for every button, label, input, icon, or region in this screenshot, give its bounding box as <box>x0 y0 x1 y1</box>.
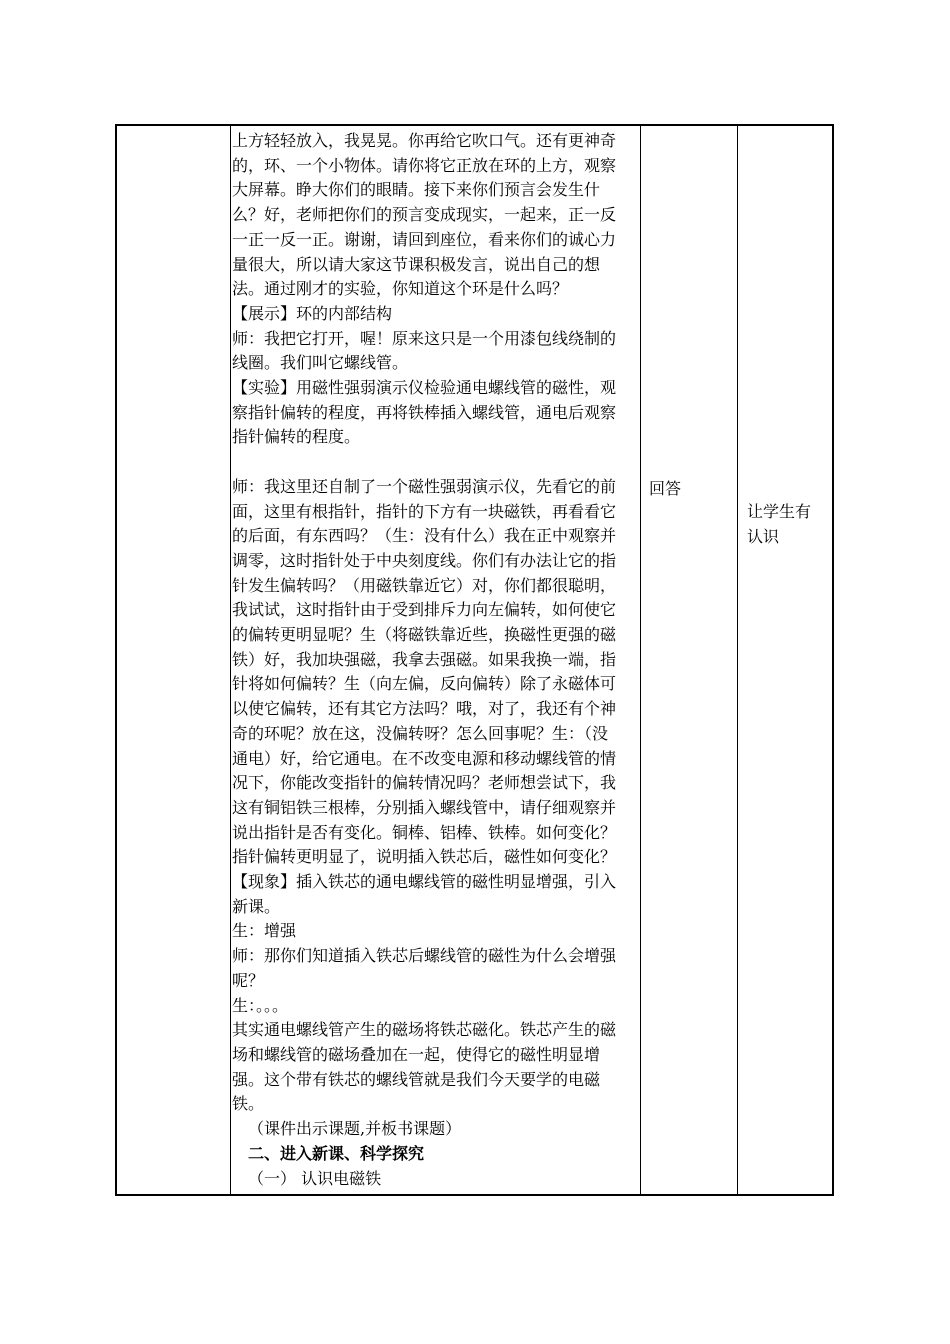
board-note: （课件出示课题,并板书课题） <box>248 1119 462 1139</box>
text-line: 【展示】环的内部结构 <box>232 303 393 323</box>
text-line: 上方轻轻放入，我晃晃。你再给它吹口气。还有更神奇 <box>232 131 617 150</box>
text-line: 量很大，所以请大家这节课积极发言，说出自己的想 <box>232 254 601 274</box>
text-line: 生：增强 <box>232 921 297 941</box>
text-line: 法。通过刚才的实验，你知道这个环是什么吗？ <box>232 279 569 299</box>
text-line: 生：。。。 <box>232 995 289 1015</box>
text-line: 其实通电螺线管产生的磁场将铁芯磁化。铁芯产生的磁 <box>232 1020 617 1040</box>
column-divider <box>640 126 641 1194</box>
text-line: 指针偏转的程度。 <box>232 427 361 447</box>
text-line: 铁）好，我加块强磁，我拿去强磁。如果我换一端，指 <box>232 649 617 669</box>
text-line: 场和螺线管的磁场叠加在一起，使得它的磁性明显增 <box>232 1045 601 1064</box>
text-line: 况下，你能改变指针的偏转情况吗？老师想尝试下，我 <box>232 773 617 793</box>
text-line: 【实验】用磁性强弱演示仪检验通电螺线管的磁性，观 <box>232 378 617 398</box>
text-line: 我试试，这时指针由于受到排斥力向左偏转，如何使它 <box>232 600 617 620</box>
text-line: 师：我这里还自制了一个磁性强弱演示仪，先看它的前 <box>232 476 617 496</box>
text-line: 察指针偏转的程度，再将铁棒插入螺线管，通电后观察 <box>232 402 617 422</box>
text-line: 这有铜铝铁三根棒，分别插入螺线管中，请仔细观察并 <box>232 797 617 817</box>
subsection-heading: （一） 认识电磁铁 <box>248 1168 382 1188</box>
design-intent-cell <box>747 500 827 549</box>
lesson-table <box>115 124 834 1196</box>
teaching-text <box>232 129 638 1117</box>
text-line: 的后面，有东西吗？（生：没有什么）我在正中观察并 <box>232 526 617 546</box>
text-line: 呢？ <box>232 970 265 990</box>
teaching-process-cell <box>232 129 638 1191</box>
text-line: 的，环、一个小物体。请你将它正放在环的上方，观察 <box>232 155 617 175</box>
text-line: 新课。 <box>232 896 281 916</box>
text-line: 铁。 <box>232 1094 265 1114</box>
text-line: 师：那你们知道插入铁芯后螺线管的磁性为什么会增强 <box>232 946 617 966</box>
text-line: 针发生偏转吗？（用磁铁靠近它）对，你们都很聪明， <box>232 575 617 595</box>
text-line: 通电）好，给它通电。在不改变电源和移动螺线管的情 <box>232 748 617 768</box>
text-line: 面，这里有根指针，指针的下方有一块磁铁，再看看它 <box>232 501 617 521</box>
text-line: 以使它偏转，还有其它方法吗？哦，对了，我还有个神 <box>232 699 617 719</box>
text-line: 【现象】插入铁芯的通电螺线管的磁性明显增强，引入 <box>232 872 617 892</box>
text-line: 大屏幕。睁大你们的眼睛。接下来你们预言会发生什 <box>232 180 601 200</box>
column-divider <box>230 126 231 1194</box>
text-line: 线圈。我们叫它螺线管。 <box>232 353 409 373</box>
text-line: 奇的环呢？放在这，没偏转呀？怎么回事呢？生：（没 <box>232 723 609 743</box>
text-line: 强。这个带有铁芯的螺线管就是我们今天要学的电磁 <box>232 1069 601 1089</box>
text-line: 针将如何偏转？生（向左偏，反向偏转）除了永磁体可 <box>232 674 617 694</box>
text-line: 的偏转更明显呢？生（将磁铁靠近些，换磁性更强的磁 <box>232 625 617 645</box>
design-intent-line: 认识 <box>747 526 780 546</box>
text-line: 说出指针是否有变化。铜棒、铝棒、铁棒。如何变化？ <box>232 822 617 842</box>
text-line: 师：我把它打开，喔！原来这只是一个用漆包线绕制的 <box>232 328 617 348</box>
text-line <box>232 450 638 475</box>
text-line: 么？好，老师把你们的预言变成现实，一起来，正一反 <box>232 205 617 225</box>
text-line: 调零，这时指针处于中央刻度线。你们有办法让它的指 <box>232 550 617 570</box>
text-line: 指针偏转更明显了，说明插入铁芯后，磁性如何变化？ <box>232 847 617 867</box>
column-divider <box>737 126 738 1194</box>
design-intent-line: 让学生有 <box>747 502 812 521</box>
section-heading: 二、进入新课、科学探究 <box>248 1143 425 1163</box>
student-activity-cell: 回答 <box>649 479 682 498</box>
text-line: 一正一反一正。谢谢，请回到座位，看来你们的诚心力 <box>232 229 617 249</box>
